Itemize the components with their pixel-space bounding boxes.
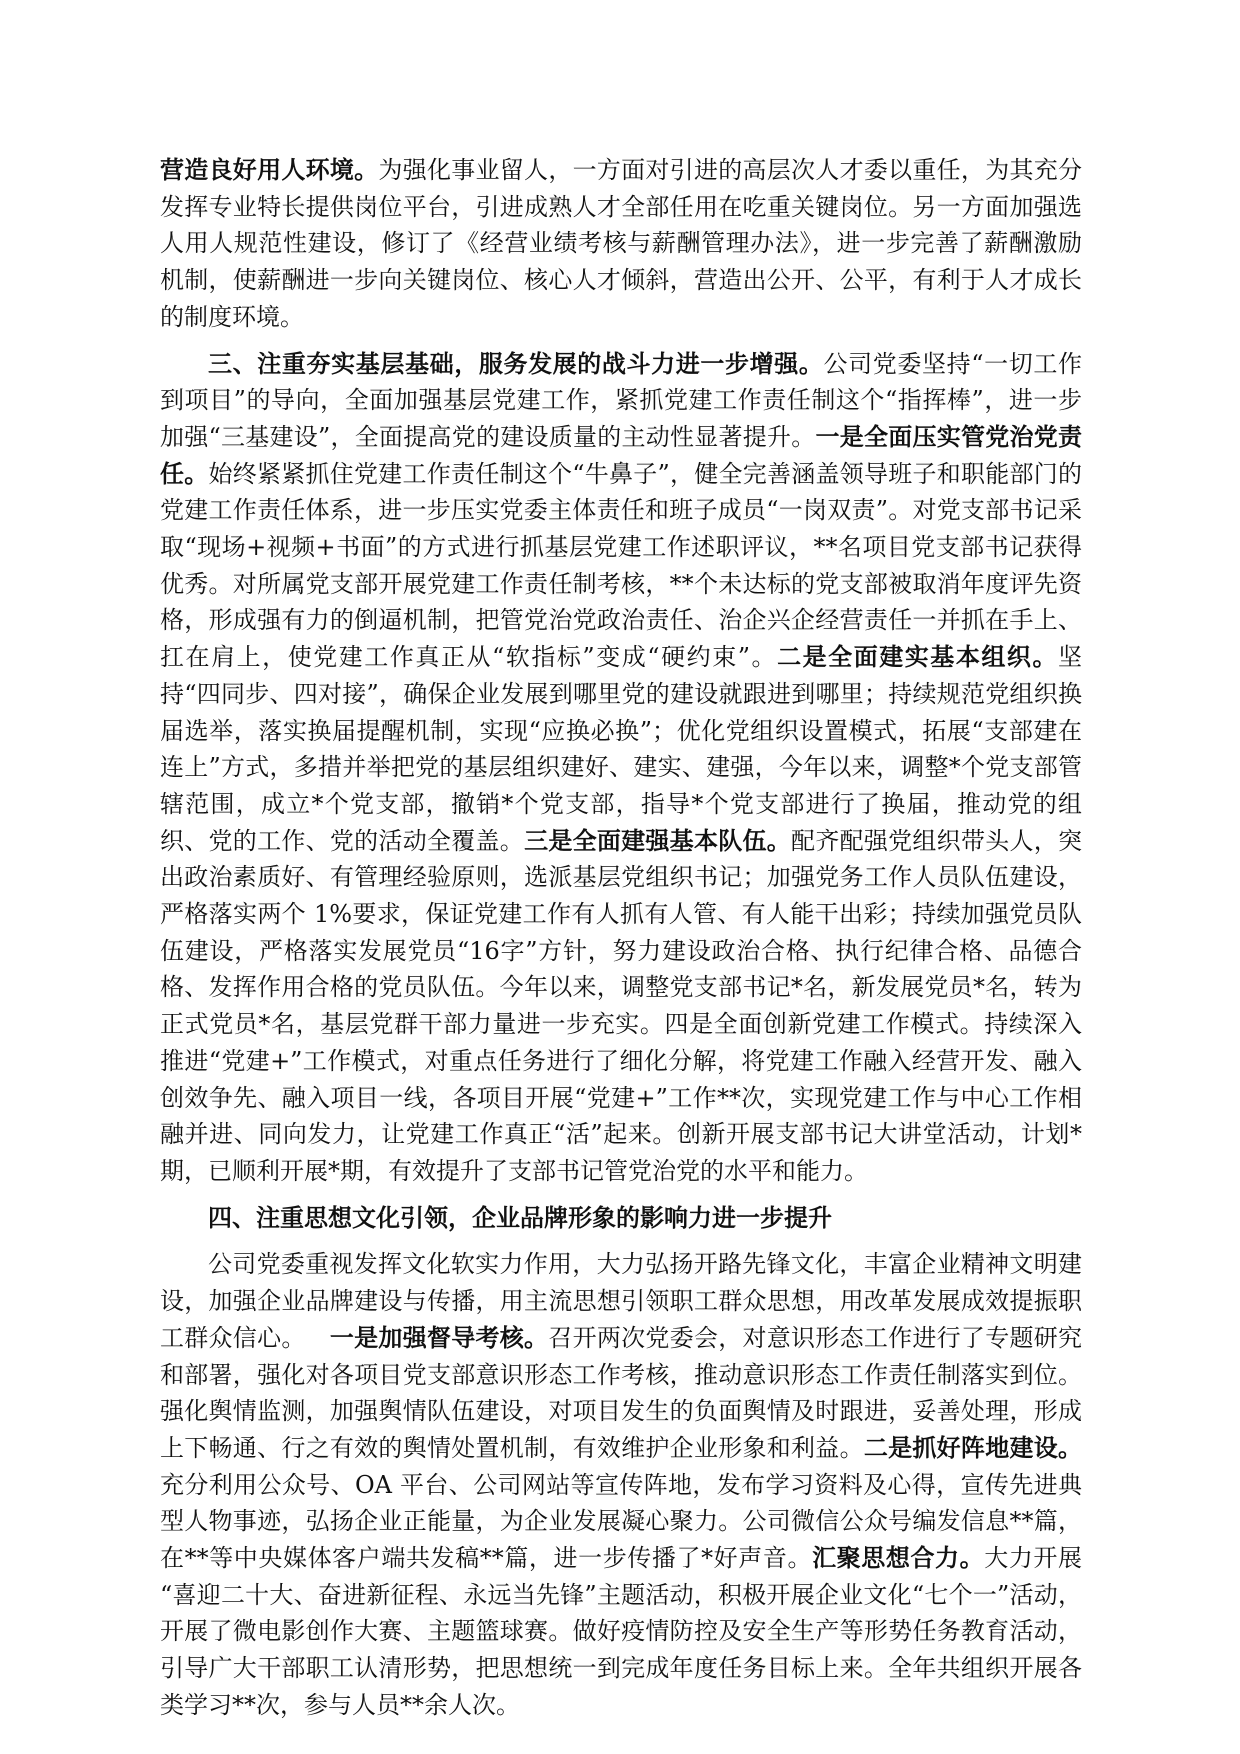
- body-supervision: 召开两次党委会，对意识形态工作进行了专题研究和部署，强化对各项目党支部意识形态工作考核，推动意识形态工作责任制落实到位。强化舆情监测，加强舆情队伍建设，对项目发生的负面舆情及时跟进，妥善处理，形成上下畅通、行之有效的舆情处置机制，有效维护企业形象和利益。: [160, 1323, 1083, 1462]
- section-four-paragraph: [160, 1246, 1082, 1723]
- section-three-intro: 公司党委坚持“一切工作到项目”的导向，全面加强基层党建工作，紧抓党建工作责任制这个“指挥棒”，进一步加强“三基建设”，全面提高党的建设质量的主动性显著提升。: [160, 349, 1082, 451]
- paragraph-talent-environment: [160, 152, 1082, 336]
- section-three-title: 三、注重夯实基层基础，服务发展的战斗力进一步增强。: [208, 348, 824, 378]
- body-position-building: 充分利用公众号、OA 平台、公司网站等宣传阵地，发布学习资料及心得，宣传先进典型人物事迹，弘扬企业正能量，为企业发展凝心聚力。公司微信公众号编发信息**篇，在**等中央媒体客户端共发稿**篇，进一步传播了*好声音。: [160, 1470, 1082, 1573]
- body-basic-team: 配齐配强党组织带头人，突出政治素质好、有管理经验原则，选派基层党组织书记；加强党务工作人员队伍建设，严格落实两个 1%要求，保证党建工作有人抓有人管、有人能干出彩；持续加强党员队伍建设，严格落实发展党员“16字”方针，努力建设政治合格、执行纪律合格、品德合格、发挥作用合格的党员队伍。今年以来，调整党支部书记*名，新发展党员*名，转为正式党员*名，基层党群干部力量进一步充实。四是全面创新党建工作模式。持续深入推进“党建+”工作模式，对重点任务进行了细化分解，将党建工作融入经营开发、融入创效争先、融入项目一线，各项目开展“党建+”工作**次，实现党建工作与中心工作相融并进、同向发力，让党建工作真正“活”起来。创新开展支部书记大讲堂活动，计划*期，已顺利开展*期，有效提升了支部书记管党治党的水平和能力。: [160, 826, 1083, 1185]
- section-four-intro: 公司党委重视发挥文化软实力作用，大力弘扬开路先锋文化，丰富企业精神文明建设，加强企业品牌建设与传播，用主流思想引领职工群众思想，用改革发展成效提振职工群众信心。: [160, 1250, 1082, 1352]
- subheading-party-responsibility: 一是全面压实管党治党责任。: [160, 421, 1083, 488]
- body-basic-organization: 坚持“四同步、四对接”，确保企业发展到哪里党的建设就跟进到哪里；持续规范党组织换届选举，落实换届提醒机制，实现“应换必换”；优化党组织设置模式，拓展“支部建在连上”方式，多措并举把党的基层组织建好、建实、建强，今年以来，调整*个党支部管辖范围，成立*个党支部，撤销*个党支部，指导*个党支部进行了换届，推动党的组织、党的工作、党的活动全覆盖。: [160, 643, 1083, 855]
- paragraph-body: 为强化事业留人，一方面对引进的高层次人才委以重任，为其充分发挥专业特长提供岗位平台，引进成熟人才全部任用在吃重关键岗位。另一方面加强选人用人规范性建设，修订了《经营业绩考核与薪酬管理办法》，进一步完善了薪酬激励机制，使薪酬进一步向关键岗位、核心人才倾斜，营造出公开、公平，有利于人才成长的制度环境。: [160, 156, 1083, 331]
- subheading-thought-unity: 汇聚思想合力。: [812, 1543, 985, 1573]
- subheading-supervision: 一是加强督导考核。: [329, 1322, 549, 1352]
- subheading-position-building: 二是抓好阵地建设。: [863, 1432, 1083, 1462]
- document-page: [160, 152, 1082, 1734]
- section-four-heading: 四、注重思想文化引领，企业品牌形象的影响力进一步提升: [208, 1202, 832, 1232]
- paragraph-lead-bold: 营造良好用人环境。: [160, 155, 379, 184]
- section-three-paragraph: [160, 346, 1082, 1190]
- body-thought-unity: 大力开展 “喜迎二十大、奋进新征程、永远当先锋”主题活动，积极开展企业文化“七个一”活动，开展了微电影创作大赛、主题篮球赛。做好疫情防控及安全生产等形势任务教育活动，引导广大干部职工认清形势，把思想统一到完成年度任务目标上来。全年共组织开展各类学习**次，参与人员**余人次。: [160, 1544, 1083, 1719]
- subheading-basic-organization: 二是全面建实基本组织。: [777, 642, 1059, 672]
- subheading-basic-team: 三是全面建强基本队伍。: [524, 825, 792, 855]
- body-party-responsibility: 始终紧紧抓住党建工作责任制这个“牛鼻子”，健全完善涵盖领导班子和职能部门的党建工作责任体系，进一步压实党委主体责任和班子成员“一岗双责”。对党支部书记采取“现场+视频+书面”的方式进行抓基层党建工作述职评议，**名项目党支部书记获得优秀。对所属党支部开展党建工作责任制考核，**个未达标的党支部被取消年度评先资格，形成强有力的倒逼机制，把管党治党政治责任、治企兴企经营责任一并抓在手上、扛在肩上，使党建工作真正从“软指标”变成“硬约束”。: [160, 459, 1082, 672]
